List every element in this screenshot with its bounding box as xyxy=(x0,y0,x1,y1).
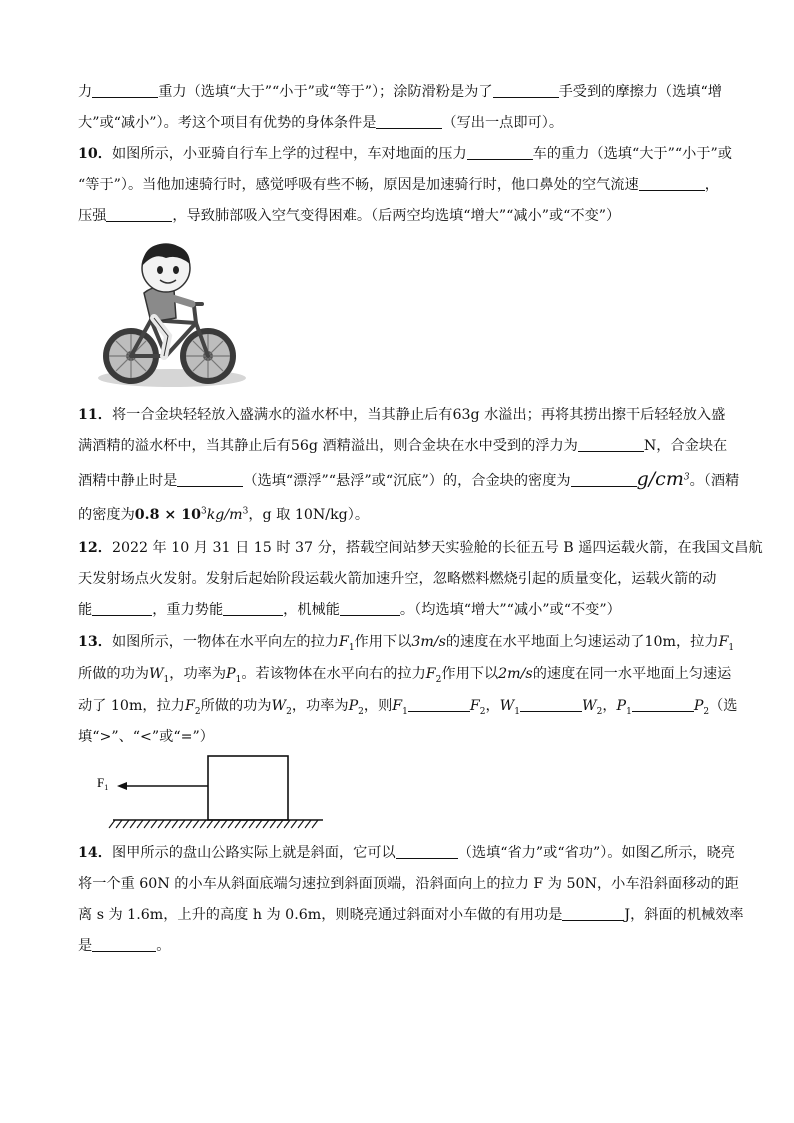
ground-hatch-mark xyxy=(130,820,136,828)
ground-hatch-mark xyxy=(207,820,213,828)
ground-hatch-mark xyxy=(179,820,185,828)
ground-hatch-mark xyxy=(151,820,157,828)
ground-hatch-mark xyxy=(256,820,262,828)
answer-blank[interactable] xyxy=(92,600,152,616)
answer-blank[interactable] xyxy=(571,471,637,487)
q14-line-4: 是 。 xyxy=(78,938,171,954)
answer-blank[interactable] xyxy=(493,82,559,98)
ground-hatch-mark xyxy=(277,820,283,828)
q9-line-1: 力 重力（选填“大于”“小于”或“等于”）；涂防滑粉是为了 手受到的摩擦力（选填“增 xyxy=(78,84,722,100)
ground-hatch-mark xyxy=(158,820,164,828)
answer-blank[interactable] xyxy=(106,206,172,222)
answer-blank[interactable] xyxy=(177,471,243,487)
q13-line-2: 所做的功为$W_1$，功率为$P_1$。若该物体在水平向右的拉力$F_2$作用下以2m/s的速度在同一水平地面上匀速运 xyxy=(78,666,732,685)
ground-hatch-mark xyxy=(235,820,241,828)
ground-hatch-mark xyxy=(305,820,311,828)
q12-line-1: 12．2022 年 10 月 31 日 15 时 37 分，搭载空间站梦天实验舱的长征五号 B 遥四运载火箭，在我国文昌航 xyxy=(78,540,763,556)
ground-hatch-mark xyxy=(284,820,290,828)
q14-line-2: 将一个重 60N 的小车从斜面底端匀速拉到斜面顶端，沿斜面向上的拉力 F 为 50N，小车沿斜面移动的距 xyxy=(78,876,739,892)
q13-line-1: 13．如图所示，一物体在水平向左的拉力$F_1$作用下以3m/s的速度在水平地面上匀速运动了10m，拉力$F_1$ xyxy=(78,634,735,653)
ground-hatch-mark xyxy=(249,820,255,828)
ground-hatch-mark xyxy=(221,820,227,828)
ground-hatch-mark xyxy=(123,820,129,828)
q12-line-2: 天发射场点火发射。发射后起始阶段运载火箭加速升空，忽略燃料燃烧引起的质量变化，运载火箭的动 xyxy=(78,571,717,587)
q9-line-2: 大”或“减小”）。考这个项目有优势的身体条件是 （写出一点即可）。 xyxy=(78,115,564,131)
q11-line-4: 的密度为$0.8 \times 10^3kg/m^3$，g 取 10N/kg）。 xyxy=(78,506,370,523)
q11-line-1: 11．将一合金块轻轻放入盛满水的溢水杯中，当其静止后有63g 水溢出；再将其捞出擦干后轻轻放入盛 xyxy=(78,407,726,423)
ground-hatch-mark xyxy=(291,820,297,828)
answer-blank[interactable] xyxy=(639,175,705,191)
boy-on-bicycle-illustration xyxy=(96,238,248,388)
answer-blank[interactable] xyxy=(92,936,156,952)
q14-line-3: 离 s 为 1.6m，上升的高度 h 为 0.6m，则晓亮通过斜面对小车做的有用功是 J，斜面的机械效率 xyxy=(78,907,744,923)
answer-blank[interactable] xyxy=(632,696,694,712)
answer-blank[interactable] xyxy=(376,113,442,129)
ground-hatch-mark xyxy=(312,820,318,828)
ground-hatch-mark xyxy=(214,820,220,828)
q13-line-3: 动了 10m，拉力$F_2$所做的功为$W_2$，功率为$P_2$，则$F_1$ $F_2$，$W_1$ $W_2$，$P_1$ $P_2$（选 xyxy=(78,698,738,717)
q12-line-3: 能 ，重力势能 ，机械能 。（均选填“增大”“减小”或“不变”） xyxy=(78,602,621,618)
ground-hatch-mark xyxy=(109,820,115,828)
ground-hatch-mark xyxy=(172,820,178,828)
ground-hatch-mark xyxy=(298,820,304,828)
q10-line-1: 10．如图所示，小亚骑自行车上学的过程中，车对地面的压力 车的重力（选填“大于”“小于”或 xyxy=(78,146,732,162)
answer-blank[interactable] xyxy=(467,144,533,160)
ground-hatch-mark xyxy=(144,820,150,828)
answer-blank[interactable] xyxy=(92,82,158,98)
ground-hatch-mark xyxy=(228,820,234,828)
ground-hatch-mark xyxy=(242,820,248,828)
ground-hatch-mark xyxy=(263,820,269,828)
ground-hatch-mark xyxy=(193,820,199,828)
force-label-f1: $F_1$ xyxy=(97,775,109,792)
answer-blank[interactable] xyxy=(396,843,458,859)
ground-hatch-mark xyxy=(137,820,143,828)
force-diagram-figure xyxy=(95,752,330,834)
ground-hatch-mark xyxy=(186,820,192,828)
q13-line-4: 填“>”、“<”或“=”） xyxy=(78,729,214,745)
q10-line-2: “等于”）。当他加速骑行时，感觉呼吸有些不畅，原因是加速骑行时，他口鼻处的空气流速 ， xyxy=(78,177,719,193)
answer-blank[interactable] xyxy=(520,696,582,712)
q11-line-2: 满酒精的溢水杯中，当其静止后有56g 酒精溢出，则合金块在水中受到的浮力为 N，合金块在 xyxy=(78,438,728,454)
answer-blank[interactable] xyxy=(408,696,470,712)
ground-hatch-mark xyxy=(200,820,206,828)
q11-line-3: 酒精中静止时是 （选填“漂浮”“悬浮”或“沉底”）的，合金块的密度为 $g/cm^3$。（酒精 xyxy=(78,468,740,490)
ground-hatch-mark xyxy=(116,820,122,828)
q14-line-1: 14．图甲所示的盘山公路实际上就是斜面，它可以 （选填“省力”或“省功”）。如图乙所示，晓亮 xyxy=(78,845,735,861)
answer-blank[interactable] xyxy=(578,436,644,452)
answer-blank[interactable] xyxy=(223,600,283,616)
answer-blank[interactable] xyxy=(340,600,400,616)
q10-line-3: 压强 ，导致肺部吸入空气变得困难。（后两空均选填“增大”“减小”或“不变”） xyxy=(78,208,621,224)
answer-blank[interactable] xyxy=(562,905,624,921)
ground-hatch-mark xyxy=(165,820,171,828)
ground-hatch-mark xyxy=(270,820,276,828)
